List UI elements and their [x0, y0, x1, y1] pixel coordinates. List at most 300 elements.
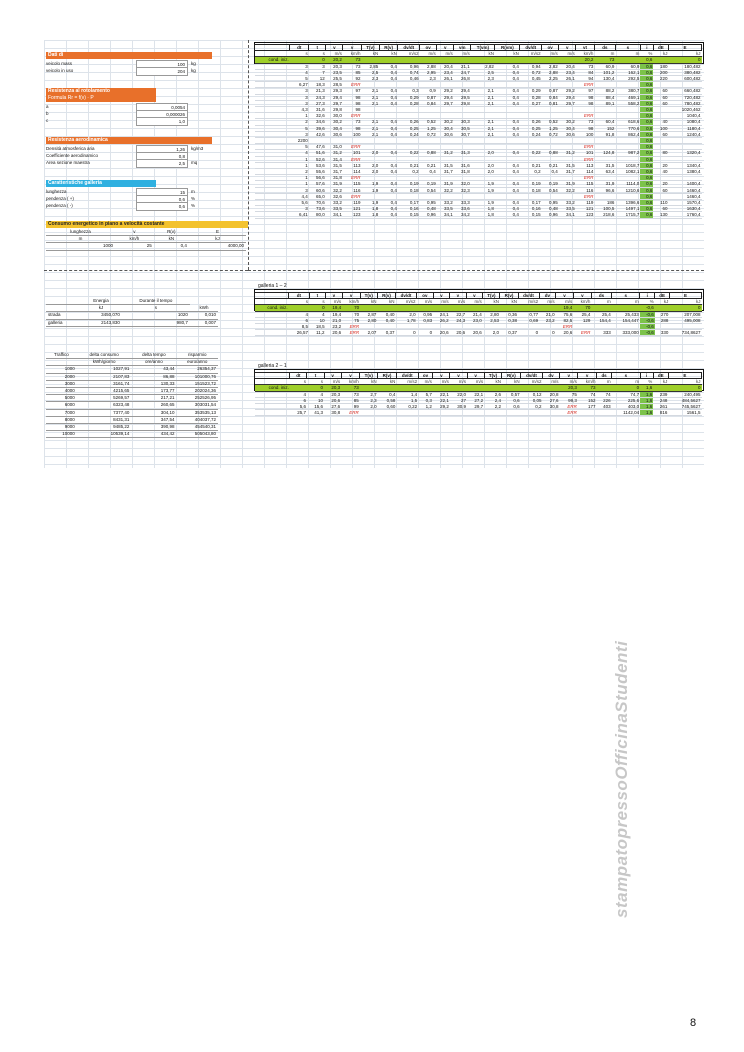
g1-cell: 0,40 — [377, 311, 395, 317]
main-cell: 0,81 — [542, 100, 559, 106]
g1-row — [255, 317, 702, 323]
main-cell: 0,48 — [542, 206, 559, 212]
main-cell: 3 — [290, 63, 309, 69]
main-cell: 119 — [343, 200, 362, 206]
main-cell: 31,9 — [594, 181, 615, 187]
main-cell: 0,96 — [420, 212, 437, 218]
main-header-cell: v — [326, 45, 343, 51]
g2-header-cell: dv/dt — [396, 373, 418, 379]
main-cell: 2,1 — [471, 119, 495, 125]
g2-unit-cell: kN — [360, 379, 378, 385]
main-cell: 31,9 — [559, 181, 576, 187]
main-cell: 0,95 — [542, 200, 559, 206]
g2-cell: 1,6 — [640, 404, 653, 410]
main-header-cell: T(v) — [361, 45, 379, 51]
dati-unit: kg — [191, 68, 196, 73]
main-cell: 121 — [343, 206, 362, 212]
main-cell: 0,17 — [520, 200, 542, 206]
main-cell: 31,5 — [594, 162, 615, 168]
g2-header-cell: R(v) — [378, 373, 397, 379]
main-cell: 380,7 — [615, 88, 640, 94]
g2-cond-label: cond. iniz. — [255, 385, 290, 391]
g2-unit-cell: m/s — [418, 379, 433, 385]
summary-subheader-cell: kWh — [190, 305, 218, 312]
consumption-value-cell: 25 — [115, 243, 154, 250]
galleria-2-table — [254, 372, 702, 416]
main-cell: 180 — [653, 63, 668, 69]
summary-row-label: strada — [46, 312, 80, 319]
g2-row — [255, 397, 702, 403]
tunnel-label: lunghezza — [46, 189, 67, 194]
g1-unit-cell: kN — [377, 299, 395, 305]
g2-header-cell: T(v) — [360, 373, 378, 379]
main-cell: 1460,4 — [668, 193, 701, 199]
rr-label: b — [46, 111, 49, 116]
main-cell: 0,87 — [542, 88, 559, 94]
main-cell: 33,5 — [437, 206, 454, 212]
g1-cell: ERR — [342, 324, 360, 330]
main-cell: 2,95 — [420, 69, 437, 75]
g1-header-cell: v — [433, 293, 450, 299]
main-cell: 88,4 — [594, 94, 615, 100]
main-cell: 31,9 — [326, 181, 343, 187]
main-cell: 80,0 — [309, 212, 326, 218]
consumption-unit-cell: kJ — [189, 236, 246, 243]
g2-cell: 2,4 — [484, 397, 502, 403]
g2-cell: 1,5 — [396, 397, 418, 403]
main-unit-cell: m/s2 — [398, 51, 420, 57]
g2-cell: 0,3 — [418, 397, 433, 403]
main-cell: 0,6 — [640, 187, 653, 193]
main-cond-cell: 73 — [594, 57, 615, 63]
g2-cell: 30,8 — [324, 410, 341, 416]
main-cell: 32,3 — [454, 187, 471, 193]
main-cell: 1715,7 — [615, 212, 640, 218]
traffic-subheader-cell: euro/anno — [177, 359, 219, 366]
main-cell: 1630,4 — [668, 206, 701, 212]
main-cell: 4,4 — [290, 193, 309, 199]
main-header-cell: t — [309, 45, 326, 51]
traffic-row — [46, 416, 218, 423]
main-cell: 0,4 — [379, 94, 398, 100]
main-cell: 29,4 — [454, 88, 471, 94]
traffic-cell: 505043,80 — [177, 431, 219, 438]
main-cell: 29,3 — [326, 88, 343, 94]
g2-cell — [418, 410, 433, 416]
g2-cell: 0,12 — [521, 391, 543, 397]
rr-label: c — [46, 118, 49, 123]
main-cell: 30,6 — [437, 131, 454, 137]
traffic-cell: 10000 — [46, 431, 77, 438]
g2-cond-cell: 73 — [578, 385, 597, 391]
main-cell: 0,4 — [379, 187, 398, 193]
g1-cell: 0,69 — [518, 317, 539, 323]
main-cell: 0,4 — [379, 125, 398, 131]
g2-cell: 4 — [307, 391, 324, 397]
main-cell: 720,482 — [668, 94, 701, 100]
main-cell: 123 — [576, 212, 595, 218]
main-cell: 33,2 — [437, 200, 454, 206]
main-cell: 98 — [576, 125, 595, 131]
g2-cell: 1142,04 — [612, 410, 640, 416]
main-cell: 12 — [309, 76, 326, 82]
g1-header-cell: v — [556, 293, 574, 299]
g1-cell: 70 — [342, 311, 360, 317]
main-cell: 0,88 — [420, 150, 437, 156]
traffic-cell: 9000 — [46, 424, 77, 431]
main-cell: 7 — [309, 69, 326, 75]
main-cell: 0,94 — [520, 63, 542, 69]
main-cell: 0,45 — [520, 76, 542, 82]
g1-cond-cell: 70 — [342, 305, 360, 311]
g1-cell: 2,0 — [395, 311, 416, 317]
g1-unit-cell: s — [309, 299, 326, 305]
main-cell: 0,4 — [379, 88, 398, 94]
aero-label: Area sezione maestra — [46, 160, 90, 165]
traffic-cell: 3161,74 — [77, 380, 132, 387]
main-cell: 0,17 — [398, 200, 420, 206]
g1-header-cell: ov — [417, 293, 434, 299]
main-cell: 55,6 — [309, 169, 326, 175]
g2-header-cell: i — [640, 373, 653, 379]
g1-header-cell: T(v) — [360, 293, 377, 299]
summary-cell: 1020 — [122, 312, 190, 319]
main-cell: 162,1 — [615, 69, 640, 75]
main-cell: 30,4 — [326, 125, 343, 131]
main-cell: 123 — [343, 212, 362, 218]
main-cell: ERR — [343, 144, 362, 150]
g1-unit-cell: km/h — [342, 299, 360, 305]
main-cell: 2,0 — [361, 169, 379, 175]
main-unit-cell: m/s2 — [520, 51, 542, 57]
main-cell: 110 — [653, 200, 668, 206]
main-cell: 30,5 — [454, 125, 471, 131]
main-cell: 34,6 — [309, 119, 326, 125]
main-cell: 30,2 — [326, 119, 343, 125]
main-cell: 60,4 — [594, 119, 615, 125]
g2-header-cell: v — [578, 373, 597, 379]
main-cell: 39,6 — [309, 125, 326, 131]
g1-cell: 4 — [289, 311, 309, 317]
g2-cell: 1,6 — [640, 397, 653, 403]
main-cell: 0,4 — [495, 119, 520, 125]
g1-unit-cell: kN — [500, 299, 518, 305]
main-cell: 1240,4 — [668, 131, 701, 137]
g2-unit-cell: m/s — [467, 379, 484, 385]
main-cell: 180,482 — [668, 63, 701, 69]
main-cell: 0,95 — [420, 200, 437, 206]
g1-unit-cell: m/s — [417, 299, 434, 305]
main-cell: 987,2 — [615, 150, 640, 156]
traffic-cell: 404037,72 — [177, 416, 219, 423]
g1-unit-cell: m/s — [539, 299, 556, 305]
main-cell: 30,2 — [437, 119, 454, 125]
traffic-cell: 390,98 — [131, 424, 176, 431]
g1-cell: 6 — [289, 317, 309, 323]
g1-cell: 333 — [591, 330, 611, 336]
main-cell: 0,29 — [398, 94, 420, 100]
traffic-cell: 10539,14 — [77, 431, 132, 438]
main-header-cell: vt — [576, 45, 595, 51]
main-cell: 0,4 — [495, 63, 520, 69]
g2-cond-cell: 0 — [307, 385, 324, 391]
main-cell: 0,4 — [495, 212, 520, 218]
main-cell: 29,4 — [559, 94, 576, 100]
main-cell: 3 — [290, 206, 309, 212]
main-cell: 2,1 — [361, 100, 379, 106]
main-cell: 2,88 — [420, 63, 437, 69]
main-cell: 31,5 — [326, 162, 343, 168]
main-cell: 0,4 — [379, 119, 398, 125]
g2-cell: 27,6 — [542, 397, 559, 403]
traffic-row — [46, 373, 218, 380]
traffic-cell: 6000 — [46, 402, 77, 409]
traffic-cell: 8431,31 — [77, 416, 132, 423]
main-cell: 1,25 — [420, 125, 437, 131]
main-cell: 94 — [576, 76, 595, 82]
main-cell: 2,1 — [471, 100, 495, 106]
rolling-resistance-header: Resistenza al rotolamento — [46, 88, 156, 95]
main-cell: 21,3 — [309, 88, 326, 94]
main-unit-cell: m/s — [454, 51, 471, 57]
consumption-header-cell: v — [115, 229, 154, 236]
main-cell: 30,3 — [454, 119, 471, 125]
g1-cell: 0 — [518, 330, 539, 336]
g2-cell: 248 — [653, 397, 668, 403]
main-cell: 5 — [290, 125, 309, 131]
g1-cell: 2,53 — [483, 317, 500, 323]
main-cell: 42,6 — [309, 131, 326, 137]
main-cond-cell: 73 — [343, 57, 362, 63]
watermark: stampatopressoOfficinaStudenti — [612, 640, 631, 918]
g1-cell: 75 — [342, 317, 360, 323]
traffic-cell: 4000 — [46, 388, 77, 395]
g2-header-cell: v — [433, 373, 450, 379]
g1-cond-label: cond. iniz. — [255, 305, 289, 311]
main-cell: 31,5 — [559, 162, 576, 168]
summary-row-label: galleria — [46, 319, 80, 326]
main-cell: 30,7 — [454, 131, 471, 137]
rolling-resistance-formula: Formula Rr = f(v) · P — [46, 95, 156, 102]
main-cell: 26,1 — [559, 76, 576, 82]
main-cell: 152 — [594, 125, 615, 131]
g1-cell: 0,83 — [417, 317, 434, 323]
main-cell: 0,19 — [398, 181, 420, 187]
main-cell: 98 — [576, 94, 595, 100]
g1-cell: 21,0 — [326, 317, 343, 323]
main-cell: 0,24 — [398, 131, 420, 137]
g2-cell: 239 — [653, 391, 668, 397]
main-cell: 0,4 — [379, 100, 398, 106]
main-cell: 33,2 — [559, 200, 576, 206]
main-cell: 0,4 — [495, 181, 520, 187]
dati-label: veicolo mass — [46, 61, 73, 66]
traffic-row — [46, 431, 218, 438]
main-cell: 98 — [343, 125, 362, 131]
main-cell: 53,6 — [309, 162, 326, 168]
main-cell: 32,6 — [326, 193, 343, 199]
main-cell: 0,9 — [420, 88, 437, 94]
traffic-cell: 173,77 — [131, 388, 176, 395]
main-cell: 24,3 — [309, 94, 326, 100]
g1-cell: 0,40 — [377, 317, 395, 323]
g1-header-cell: R(v) — [500, 293, 518, 299]
main-cell: 101,2 — [594, 69, 615, 75]
g2-cell: 6 — [290, 397, 307, 403]
g1-unit-cell: kN — [360, 299, 377, 305]
main-cell: 0,4 — [379, 181, 398, 187]
main-cell: 2,1 — [361, 131, 379, 137]
g2-cell: 1,6 — [640, 391, 653, 397]
main-cell: 200 — [653, 69, 668, 75]
g1-cell: 75,6 — [556, 311, 574, 317]
main-cell: 0,4 — [495, 100, 520, 106]
main-cell: 29,4 — [437, 94, 454, 100]
galleria-2-title: galleria 2 – 1 — [258, 363, 287, 369]
traffic-row — [46, 409, 218, 416]
main-unit-cell: kJ — [668, 51, 701, 57]
g1-cond-cell: 0 — [669, 305, 701, 311]
g2-header-cell: T(v) — [484, 373, 502, 379]
main-cell: 1,9 — [471, 200, 495, 206]
main-cell: 29,7 — [437, 100, 454, 106]
main-cell: 114 — [576, 169, 595, 175]
main-cell: 0,26 — [520, 119, 542, 125]
main-cell: 30,0 — [326, 113, 343, 119]
main-cell: 34,1 — [326, 212, 343, 218]
main-cell: 88,2 — [594, 88, 615, 94]
main-cell: 0,6 — [640, 138, 653, 144]
g2-unit-cell: s — [290, 379, 307, 385]
g2-cell: 2,6 — [484, 391, 502, 397]
traffic-cell: 5000 — [46, 395, 77, 402]
traffic-cell: 5269,57 — [77, 395, 132, 402]
summary-row — [46, 312, 218, 319]
aero-value: 0,8 — [136, 152, 188, 161]
main-cell: 1180,4 — [668, 125, 701, 131]
traffic-cell: 303031,54 — [177, 402, 219, 409]
main-header-cell: s — [615, 45, 640, 51]
main-cell: 0,54 — [542, 187, 559, 193]
main-cell: 0,96 — [542, 212, 559, 218]
aero-resistance-header: Resistenza aerodinamica — [46, 137, 212, 144]
g2-cell: 22,1 — [433, 391, 450, 397]
main-cell: 31,8 — [326, 175, 343, 181]
main-cell: 1396,6 — [615, 200, 640, 206]
g1-cond-cell: -0,6 — [640, 305, 655, 311]
main-cell: 1 — [290, 162, 309, 168]
main-row — [255, 212, 702, 218]
summary-cell: 0,007 — [190, 319, 218, 326]
main-cell: 0,6 — [640, 144, 653, 150]
main-unit-cell: m/s — [437, 51, 454, 57]
dati-row — [46, 67, 196, 76]
dati-unit: kg — [191, 61, 196, 66]
g2-row-spacer — [255, 410, 290, 416]
g2-unit-cell: kJ — [653, 379, 668, 385]
g2-unit-cell: m/s — [542, 379, 559, 385]
g2-cell: 403 — [597, 404, 612, 410]
aero-label: Densità atmosferica aria — [46, 146, 95, 151]
main-cell: 65,0 — [309, 193, 326, 199]
main-cell: 0,74 — [398, 69, 420, 75]
main-cell: 0,3 — [398, 88, 420, 94]
main-cell: ERR — [576, 144, 595, 150]
g1-cell: -0,6 — [640, 330, 655, 336]
g2-header-cell: ov — [418, 373, 433, 379]
g1-cell: -0,6 — [640, 311, 655, 317]
main-cell: 0,6 — [640, 156, 653, 162]
main-header-cell: ov — [420, 45, 437, 51]
traffic-cell: 2000 — [46, 373, 77, 380]
main-cell: 116 — [343, 187, 362, 193]
g1-row — [255, 311, 702, 317]
main-cell: 63,4 — [594, 169, 615, 175]
main-cell: 0,4 — [379, 76, 398, 82]
g2-cell — [467, 410, 484, 416]
main-cell: 0,6 — [640, 212, 653, 218]
g1-unit-cell: m/s2 — [518, 299, 539, 305]
main-cell: 32,6 — [309, 113, 326, 119]
g1-cell: 18,5 — [309, 324, 326, 330]
main-cell: 2,85 — [361, 63, 379, 69]
main-cell: 2,1 — [361, 125, 379, 131]
g1-cell: 24,1 — [433, 311, 450, 317]
main-cell: 0,6 — [640, 131, 653, 137]
main-table — [254, 44, 702, 219]
main-cell: 29,8 — [454, 100, 471, 106]
g2-cell — [433, 410, 450, 416]
main-cell: 29,7 — [326, 100, 343, 106]
main-cell: 5 — [290, 76, 309, 82]
main-cell: 73 — [343, 119, 362, 125]
g2-cell: 261 — [653, 404, 668, 410]
main-cell: 1210,6 — [615, 187, 640, 193]
main-cell: 2,1 — [471, 125, 495, 131]
g1-cell: 129 — [573, 317, 591, 323]
main-cell: ERR — [343, 175, 362, 181]
main-cell: 84 — [576, 69, 595, 75]
main-cell: 30,4 — [437, 125, 454, 131]
main-cell: 0,4 — [379, 131, 398, 137]
main-cell: 31,2 — [326, 150, 343, 156]
main-cell: 60 — [653, 88, 668, 94]
g1-cell: 24,3 — [450, 317, 467, 323]
main-cell: 2,5 — [471, 69, 495, 75]
main-cell: 0,6 — [640, 206, 653, 212]
g2-cell: 29,7 — [467, 404, 484, 410]
g2-cell: 2,2 — [484, 404, 502, 410]
g1-cond-cell: 0 — [309, 305, 326, 311]
main-cell: 0,21 — [520, 162, 542, 168]
main-cell: 0,4 — [495, 131, 520, 137]
main-unit-cell: s — [290, 51, 309, 57]
traffic-cell: 8000 — [46, 416, 77, 423]
main-cell: 1570,4 — [668, 200, 701, 206]
g2-cell: 99,3 — [560, 397, 578, 403]
g2-cell: 22,1 — [467, 391, 484, 397]
g1-unit-cell: m/s — [450, 299, 467, 305]
main-cell: 1114,0 — [615, 181, 640, 187]
tunnel-label: pendenza ( -) — [46, 203, 73, 208]
summary-subheader-cell — [46, 305, 80, 312]
g2-cell: 10 — [307, 397, 324, 403]
main-cell: 2 — [290, 119, 309, 125]
main-cell: 0,28 — [398, 100, 420, 106]
g1-cell: 20,6 — [466, 330, 483, 336]
g2-cell: 22,0 — [450, 391, 467, 397]
rr-value: 0,0054 — [136, 103, 188, 112]
